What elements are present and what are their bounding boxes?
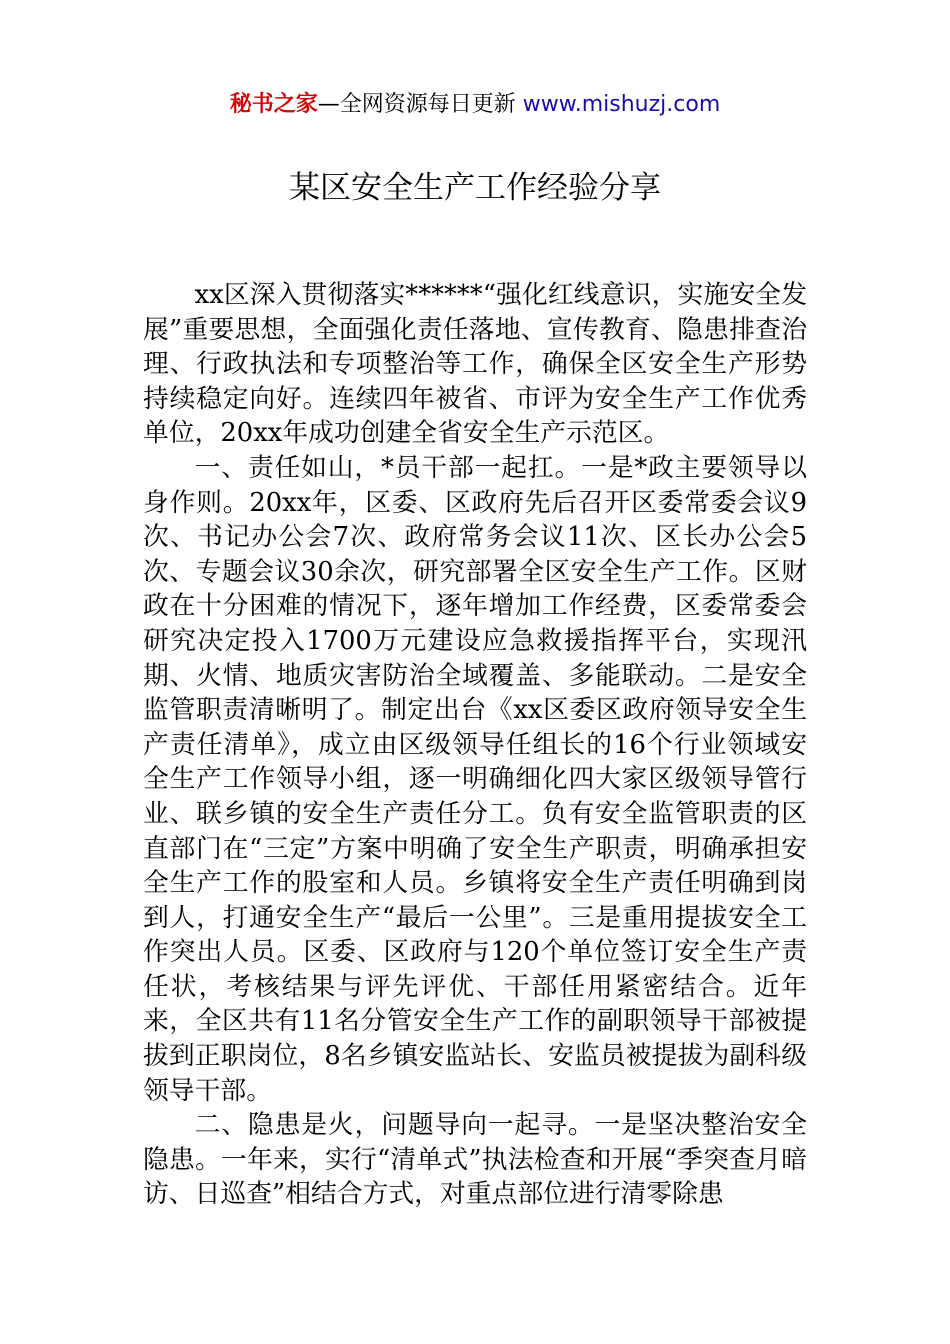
- site-brand: 秘书之家: [229, 92, 318, 117]
- document-body: [143, 278, 807, 1212]
- document-title: 某区安全生产工作经验分享: [289, 170, 661, 206]
- paragraph-section-2: 二、隐患是火，问题导向一起寻。一是坚决整治安全隐患。一年来，实行“清单式”执法检查和开展“季突查月暗访、日巡查”相结合方式，对重点部位进行清零除患: [143, 1110, 807, 1210]
- paragraph-section-1: 一、责任如山，*员干部一起扛。一是*政主要领导以身作则。20xx年，区委、区政府先后召开区委常委会议9次、书记办公会7次、政府常务会议11次、区长办公会5次、专题会议30余次，研究部署全区安全生产工作。区财政在十分困难的情况下，逐年增加工作经费，区委常委会研究决定投入1700万元建设应急救援指挥平台，实现汛期、火情、地质灾害防治全域覆盖、多能联动。二是安全监管职责清晰明了。制定出台《xx区委区政府领导安全生产责任清单》，成立由区级领导任组长的16个行业领域安全生产工作领导小组，逐一明确细化四大家区级领导管行业、联乡镇的安全生产责任分工。负有安全监管职责的区直部门在“三定”方案中明确了安全生产职责，明确承担安全生产工作的股室和人员。乡镇将安全生产责任明确到岗到人，打通安全生产“最后一公里”。三是重用提拔安全工作突出人员。区委、区政府与120个单位签订安全生产责任状，考核结果与评先评优、干部任用紧密结合。近年来，全区共有11名分管安全生产工作的副职领导干部被提拔到正职岗位，8名乡镇安监站长、安监员被提拔为副科级领导干部。: [143, 452, 807, 1106]
- site-header: [0, 88, 950, 122]
- site-tagline: —全网资源每日更新: [317, 92, 516, 117]
- site-url-link[interactable]: www.mishuzj.com: [522, 92, 721, 117]
- paragraph-intro: xx区深入贯彻落实******“强化红线意识，实施安全发展”重要思想，全面强化责任落地、宣传教育、隐患排查治理、行政执法和专项整治等工作，确保全区安全生产形势持续稳定向好。连续四年被省、市评为安全生产工作优秀单位，20xx年成功创建全省安全生产示范区。: [143, 280, 807, 449]
